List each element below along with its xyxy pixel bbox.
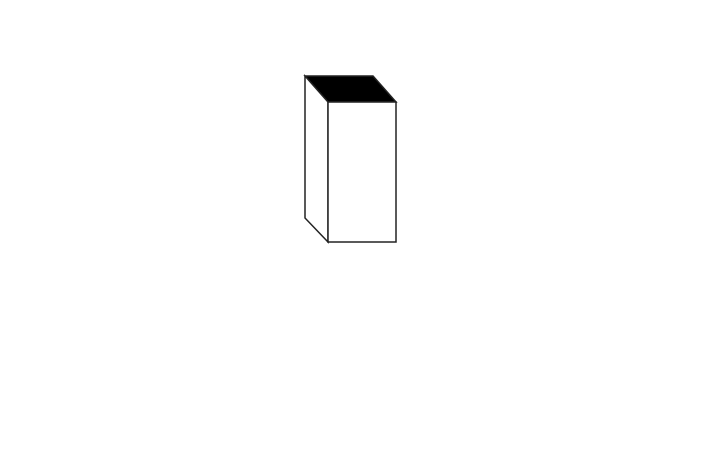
height-label — [400, 165, 408, 181]
tank-side-face — [305, 76, 328, 242]
width-label — [333, 248, 341, 264]
option-c[interactable] — [383, 396, 399, 414]
option-b[interactable] — [64, 425, 80, 443]
tank-front-face — [328, 102, 396, 242]
body-english-line1 — [58, 336, 64, 354]
option-a[interactable] — [64, 396, 80, 414]
option-d[interactable] — [383, 425, 399, 443]
